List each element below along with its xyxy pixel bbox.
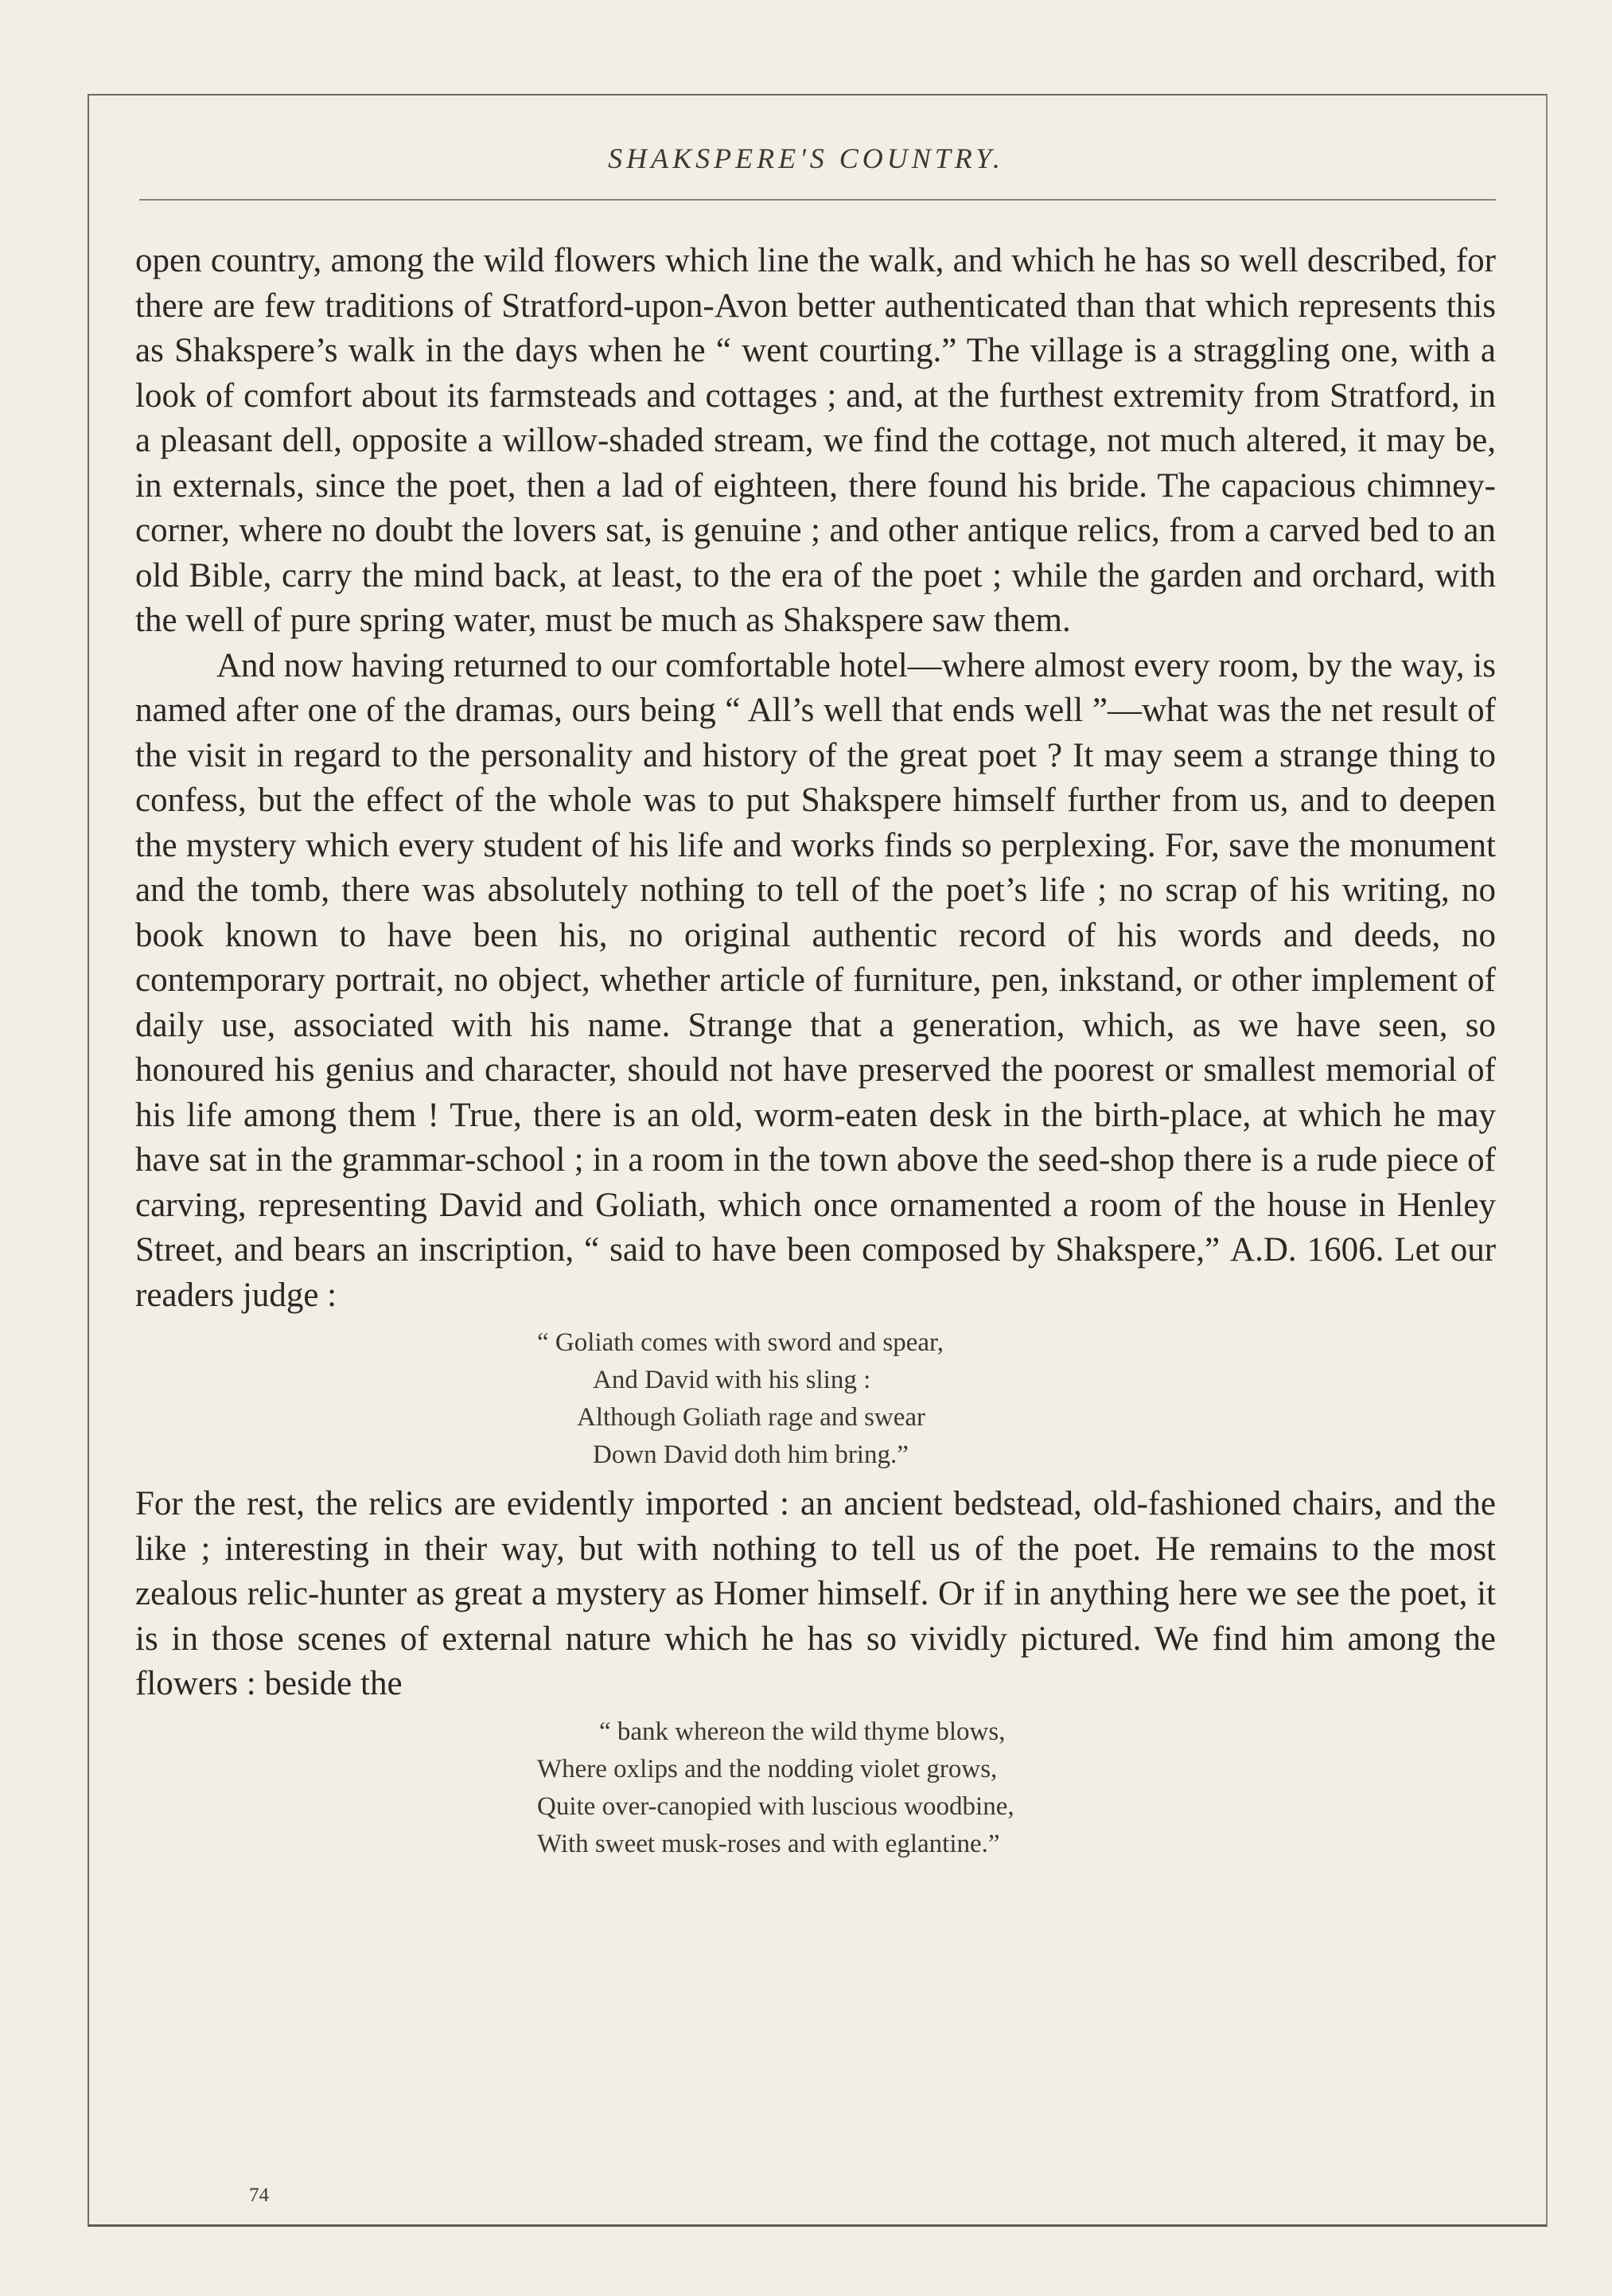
paragraph-3: For the rest, the relics are evidently imported : an ancient bedstead, old-fashioned chairs, and the like ; interesting in their way, but with nothing to tell us of the poet. He remains to the most zealous relic-hunter as great a mystery as Homer himself. Or if in anything here we see the poet, it is in those scenes of external nature which he has so vividly pictured. We find him among the flowers : beside the [135, 1485, 1496, 1702]
verse-line: Where oxlips and the nodding violet grows, [537, 1754, 998, 1783]
verse-line: And David with his sling : [593, 1366, 871, 1394]
verse-line: With sweet musk-roses and with eglantine.” [537, 1829, 1000, 1858]
page-number: 74 [249, 2185, 269, 2206]
verse-line: Although Goliath rage and swear [577, 1403, 926, 1432]
running-head: SHAKSPERE'S COUNTRY. [608, 142, 1004, 174]
paragraph-1: open country, among the wild flowers which line the walk, and which he has so well described, for there are few traditions of Stratford-upon-Avon better authenticated than that which represents this as Shakspere’s walk in the days when he “ went courting.” The village is a straggling one, with a look of comfort about its farmsteads and cottages ; and, at the furthest extremity from Stratford, in a pleasant dell, opposite a willow-shaded stream, we find the cottage, not much altered, it may be, in externals, since the poet, then a lad of eighteen, there found his bride. The capacious chimney-corner, where no doubt the lovers sat, is genuine ; and other antique relics, from a carved bed to an old Bible, carry the mind back, at least, to the era of the poet ; while the garden and orchard, with the well of pure spring water, must be much as Shakspere saw them. [135, 242, 1496, 639]
verse-line: Quite over-canopied with luscious woodbine, [537, 1791, 1014, 1821]
verse-line: “ bank whereon the wild thyme blows, [599, 1717, 1006, 1746]
body-text [135, 239, 1496, 1871]
verse-line: “ Goliath comes with sword and spear, [537, 1328, 944, 1357]
verse-bank [537, 1713, 1094, 1863]
header-rule [139, 199, 1496, 201]
verse-line: Down David doth him bring.” [593, 1440, 909, 1469]
paragraph-2-tail: 1606. Let our readers judge : [135, 1231, 1497, 1314]
paragraph-2-text: And now having returned to our comfortable hotel—where almost every room, by the way, is named after one of the dramas, ours being “ All’s well that ends well ”—what was the net result of the visit in regard to the personality and history of the great poet ? It may seem a strange thing to confess, but the effect of the whole was to put Shakspere himself further from us, and to deepen the mystery which every student of his life and works finds so perplexing. For, save the monument and the tomb, there was absolutely nothing to tell of the poet’s life ; no scrap of his writing, no book known to have been his, no original authentic record of his words and deeds, no contemporary portrait, no object, whether article of furniture, pen, inkstand, or other implement of daily use, associated with his name. Strange that a generation, which, as we have seen, so honoured his genius and character, should not have preserved the poorest or smallest memorial of his life among them ! True, there is an old, worm-eaten desk in the birth-place, at which he may have sat in the grammar-school ; in a room in the town above the seed-shop there is a rude piece of carving, representing David and Goliath, which once ornamented a room of the house in Henley Street, and bears an inscription, “ said to have been composed by Shakspere,” [135, 646, 1496, 1269]
verse-goliath [537, 1324, 1094, 1474]
paragraph-2 [135, 644, 1496, 1319]
date-abbreviation: A.D. [1230, 1231, 1297, 1269]
